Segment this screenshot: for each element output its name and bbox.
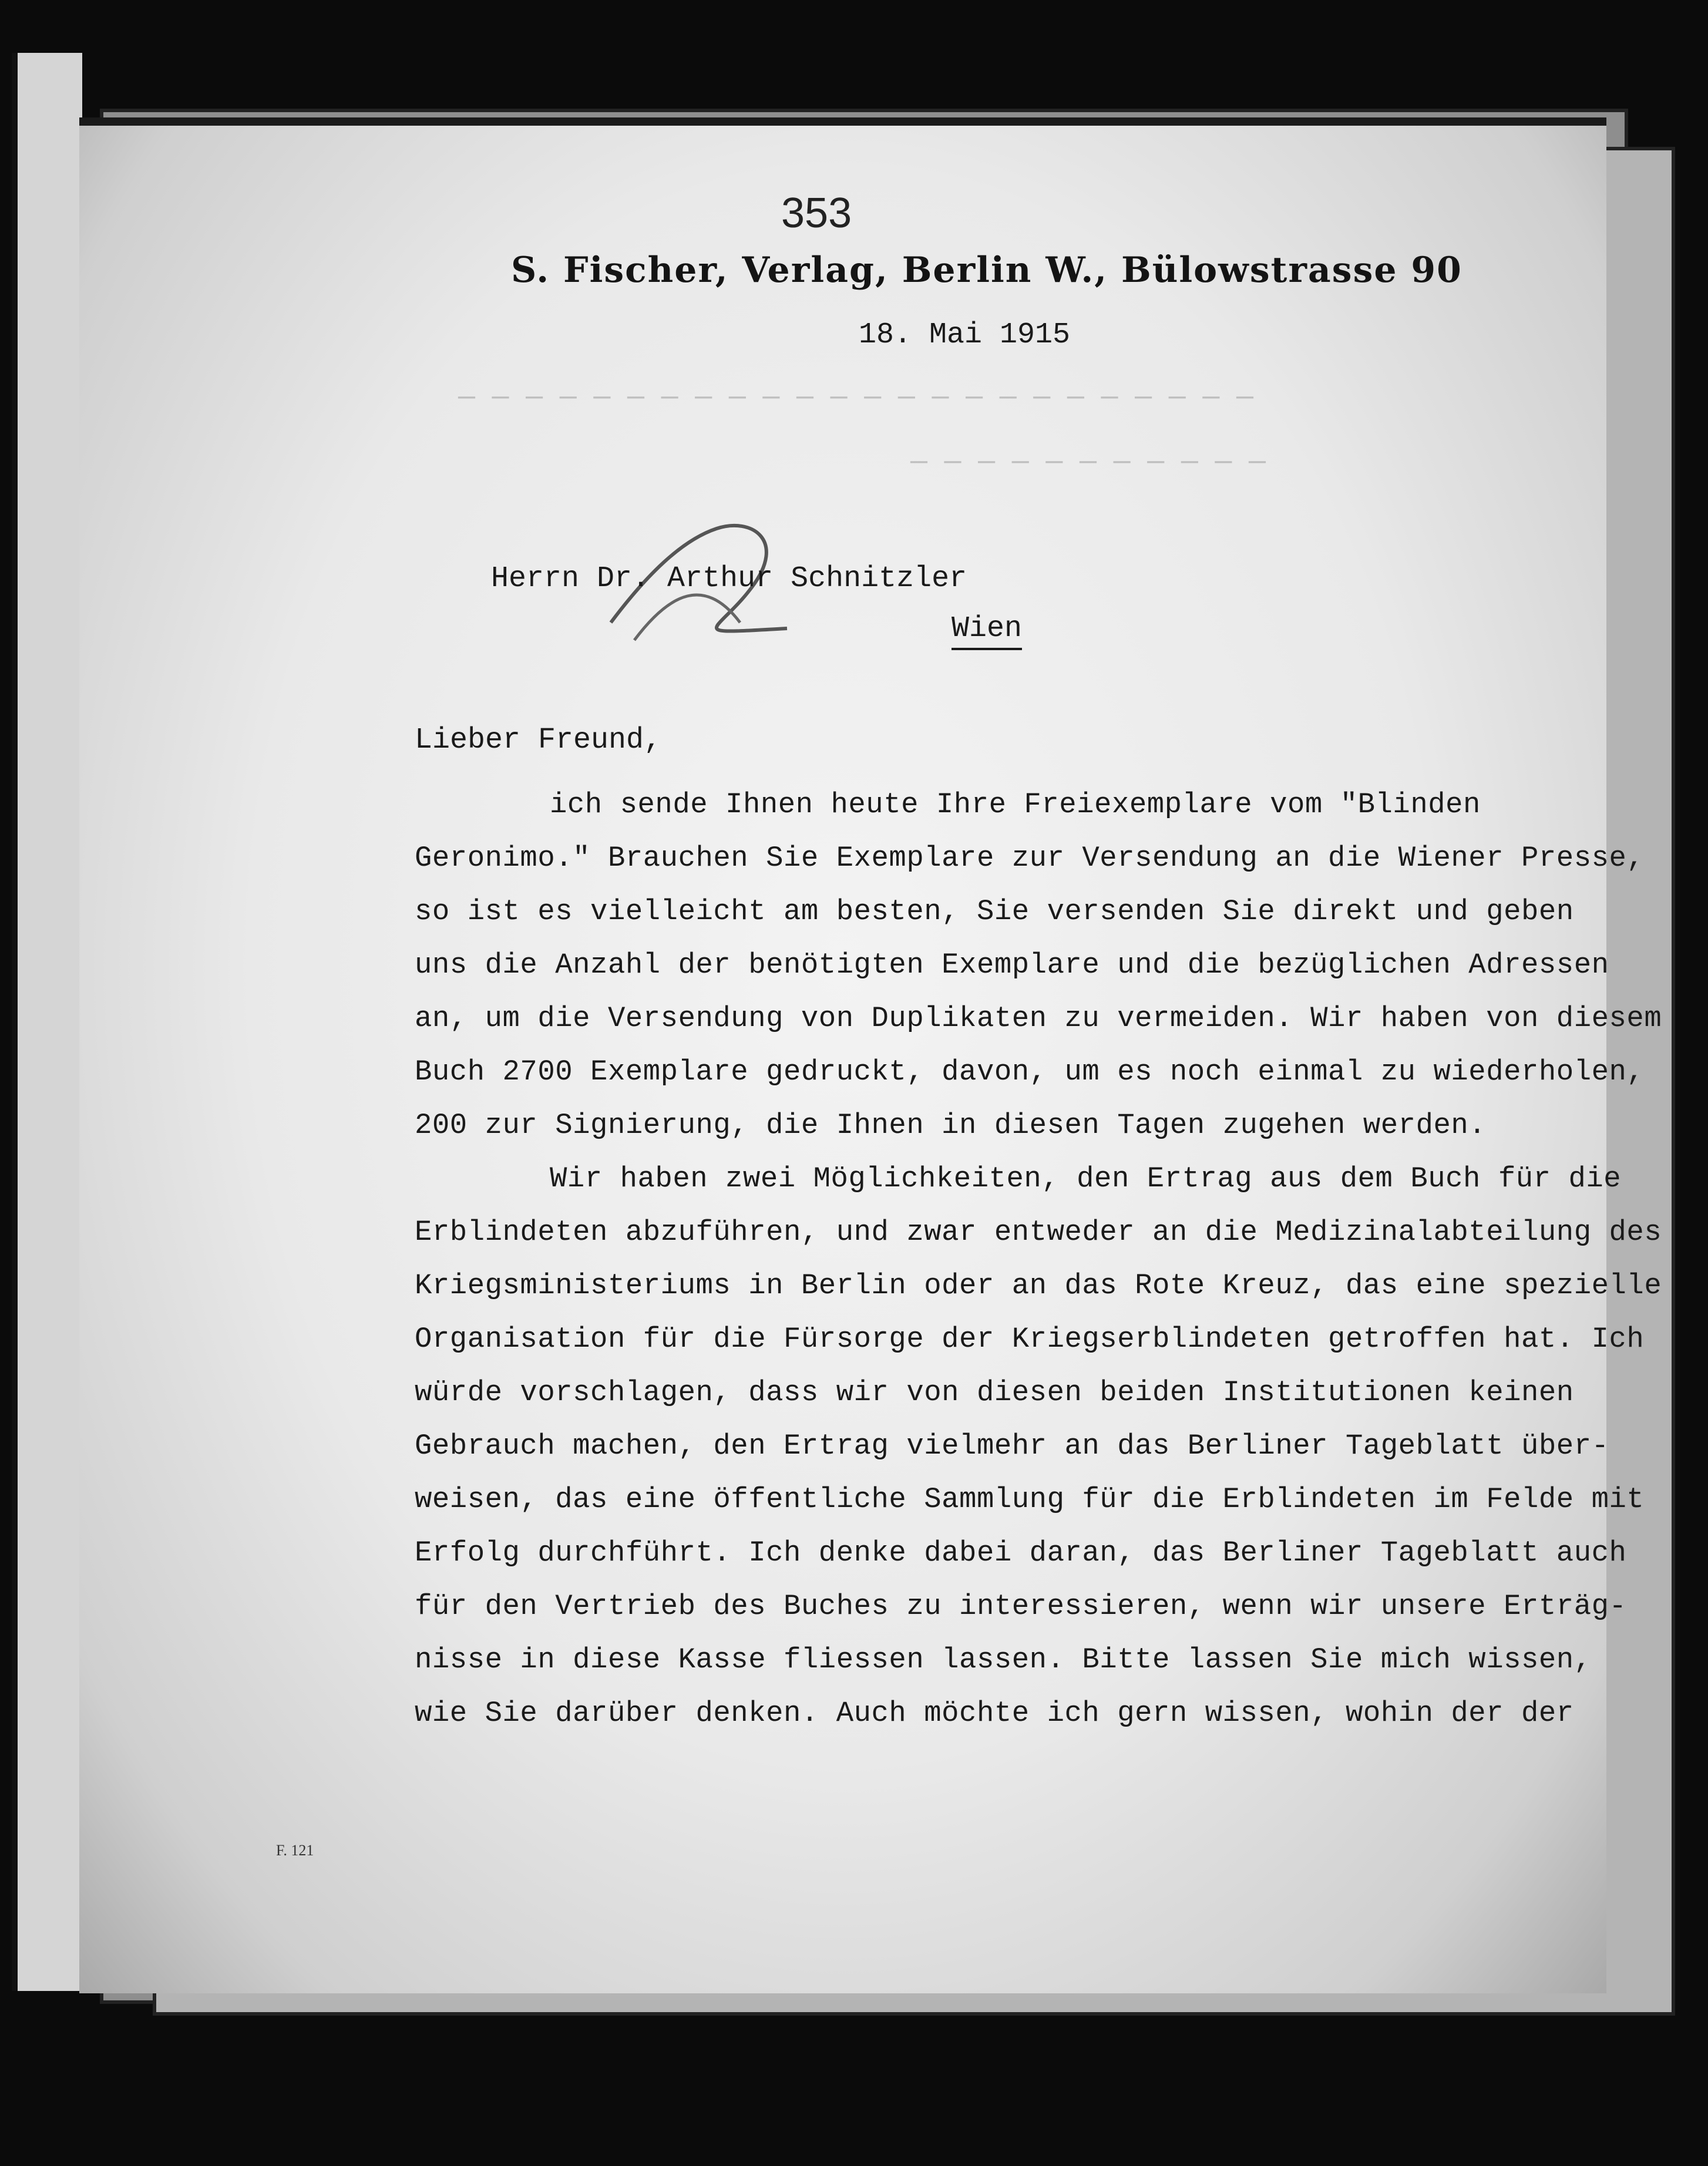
body-line: ich sende Ihnen heute Ihre Freiexemplare vom "Blinden [550,788,1481,821]
body-line: nisse in diese Kasse fliessen lassen. Bitte lassen Sie mich wissen, [415,1643,1592,1676]
recipient-name: Herrn Dr. Arthur Schnitzler [491,562,967,596]
underlying-page-left [12,53,82,1991]
body-line: Erblindeten abzuführen, und zwar entweder an die Medizinalabteilung des [415,1216,1662,1249]
body-line: so ist es vielleicht am besten, Sie versenden Sie direkt und geben [415,895,1574,928]
body-line: Kriegsministeriums in Berlin oder an das Rote Kreuz, das eine spezielle [415,1269,1662,1302]
body-line: Gebrauch machen, den Ertrag vielmehr an das Berliner Tageblatt über- [415,1430,1609,1462]
body-line: würde vorschlagen, dass wir von diesen beiden Institutionen keinen [415,1376,1574,1409]
show-through-text: — — — — — — — — — — — [910,446,1266,478]
recipient-city: Wien [951,612,1022,650]
body-line: weisen, das eine öffentliche Sammlung für die Erblindeten im Felde mit [415,1483,1645,1516]
body-line: Geronimo." Brauchen Sie Exemplare zur Versendung an die Wiener Presse, [415,842,1645,875]
show-through-text: — — — — — — — — — — — — — — — — — — — — — — — — [458,382,1253,413]
body-line: wie Sie darüber denken. Auch möchte ich gern wissen, wohin der der [415,1697,1574,1730]
body-line: 200 zur Signierung, die Ihnen in diesen Tagen zugehen werden. [415,1109,1487,1142]
body-line: uns die Anzahl der benötigten Exemplare und die bezüglichen Adressen [415,949,1609,981]
body-line: Buch 2700 Exemplare gedruckt, davon, um es noch einmal zu wiederholen, [415,1055,1645,1088]
salutation: Lieber Freund, [415,724,662,757]
archive-number: 353 [781,190,852,237]
body-line: für den Vertrieb des Buches zu interessieren, wenn wir unsere Erträg- [415,1590,1627,1623]
letter-body [415,778,1662,1740]
body-line: Wir haben zwei Möglichkeiten, den Ertrag aus dem Buch für die [550,1162,1622,1195]
body-line: Erfolg durchführt. Ich denke dabei daran, das Berliner Tageblatt auch [415,1536,1627,1569]
body-line: an, um die Versendung von Duplikaten zu vermeiden. Wir haben von diesem [415,1002,1662,1035]
letter-date: 18. Mai 1915 [859,318,1071,352]
letterhead: S. Fischer, Verlag, Berlin W., Bülowstrasse 90 [511,250,1462,291]
body-line: Organisation für die Fürsorge der Kriegserblindeten getroffen hat. Ich [415,1323,1645,1356]
form-code: F. 121 [276,1842,314,1859]
